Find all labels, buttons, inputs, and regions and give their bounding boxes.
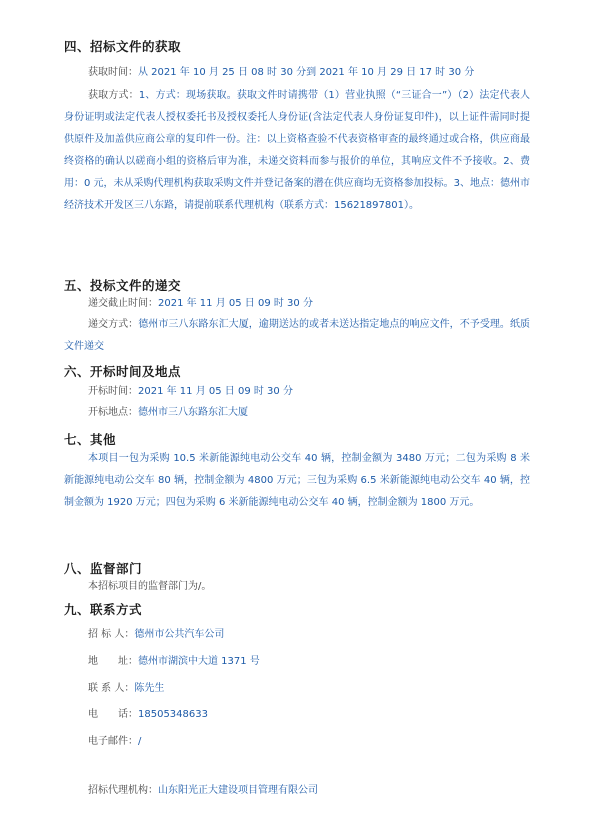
agency-label: 招标代理机构：: [88, 785, 158, 796]
submit-method-paragraph: [64, 314, 530, 358]
open-time-line: [88, 386, 293, 398]
email-label: 电子邮件：: [88, 736, 138, 747]
acquire-method-paragraph: [64, 85, 530, 217]
acquire-time-label: 获取时间：: [88, 67, 138, 78]
acquire-time-value: 从 2021 年 10 月 25 日 08 时 30 分到 2021 年 10 月 29 日 17 时 30 分: [138, 67, 475, 78]
section-8-body: 本招标项目的监督部门为/。: [88, 581, 212, 592]
email-value: /: [138, 736, 142, 747]
open-place-line: [88, 407, 248, 419]
section-5-heading: 五、投标文件的递交: [64, 278, 182, 293]
contact-label: 联 系 人：: [88, 683, 135, 694]
open-place-label: 开标地点：: [88, 407, 138, 418]
acquire-method-value: 1、方式：现场获取。获取文件时请携带（1）营业执照（“三证合一”）（2）法定代表人身份证明或法定代表人授权委托书及授权委托人身份证(含法定代表人身份证复印件)，以上证件需同时提供原件及加盖供应商公章的复印件一份。注：以上资格查验不代表资格审查的最终通过或合格，供应商最终资格的确认以磋商小组的资格后审为准，未递交资料而参与报价的单位，其响应文件不予接收。2、费用：0 元，未从采购代理机构获取采购文件并登记备案的潜在供应商均无资格参加投标。3、地点：德州市经济技术开发区三八东路，请提前联系代理机构（联系方式：15621897801）。: [64, 90, 530, 211]
phone-line: [88, 709, 208, 721]
section-4-heading: 四、招标文件的获取: [64, 39, 182, 54]
section-7-heading: 七、其他: [64, 432, 117, 447]
address-line: [88, 656, 260, 668]
tenderer-line: [88, 629, 224, 641]
phone-value: 18505348633: [138, 709, 208, 720]
submit-method-value: 德州市三八东路东汇大厦，逾期送达的或者未送达指定地点的响应文件，不予受理。纸质文件递交: [64, 319, 531, 352]
submit-deadline-value: 2021 年 11 月 05 日 09 时 30 分: [158, 298, 313, 309]
tenderer-label: 招 标 人：: [88, 629, 135, 640]
submit-deadline-label: 递交截止时间：: [88, 298, 158, 309]
submit-deadline-line: [88, 298, 313, 310]
section-8-heading: 八、监督部门: [64, 561, 143, 576]
contact-value: 陈先生: [134, 683, 165, 694]
section-6-heading: 六、开标时间及地点: [64, 364, 182, 379]
agency-value: 山东阳光正大建设项目管理有限公司: [158, 785, 318, 796]
open-place-value: 德州市三八东路东汇大厦: [138, 407, 248, 418]
phone-label: 电 话：: [88, 709, 138, 720]
section-9-heading: 九、联系方式: [64, 602, 143, 617]
open-time-value: 2021 年 11 月 05 日 09 时 30 分: [138, 386, 293, 397]
acquire-time-line: [88, 67, 474, 79]
submit-method-label: 递交方式：: [88, 319, 139, 330]
acquire-method-label: 获取方式：: [88, 90, 139, 101]
email-line: [88, 736, 141, 748]
agency-line: [88, 785, 318, 797]
address-label: 地 址：: [88, 656, 138, 667]
open-time-label: 开标时间：: [88, 386, 138, 397]
tenderer-value: 德州市公共汽车公司: [134, 629, 225, 640]
address-value: 德州市湖滨中大道 1371 号: [138, 656, 260, 667]
section-7-body: 本项目一包为采购 10.5 米新能源纯电动公交车 40 辆，控制金额为 3480 万元；二包为采购 8 米新能源纯电动公交车 80 辆，控制金额为 4800 万元；三包为采购 6.5 米新能源纯电动公交车 40 辆，控制金额为 1920 万元；四包为采购 6 米新能源纯电动公交车 40 辆，控制金额为 1800 万元。: [64, 453, 530, 508]
contact-line: [88, 683, 164, 695]
